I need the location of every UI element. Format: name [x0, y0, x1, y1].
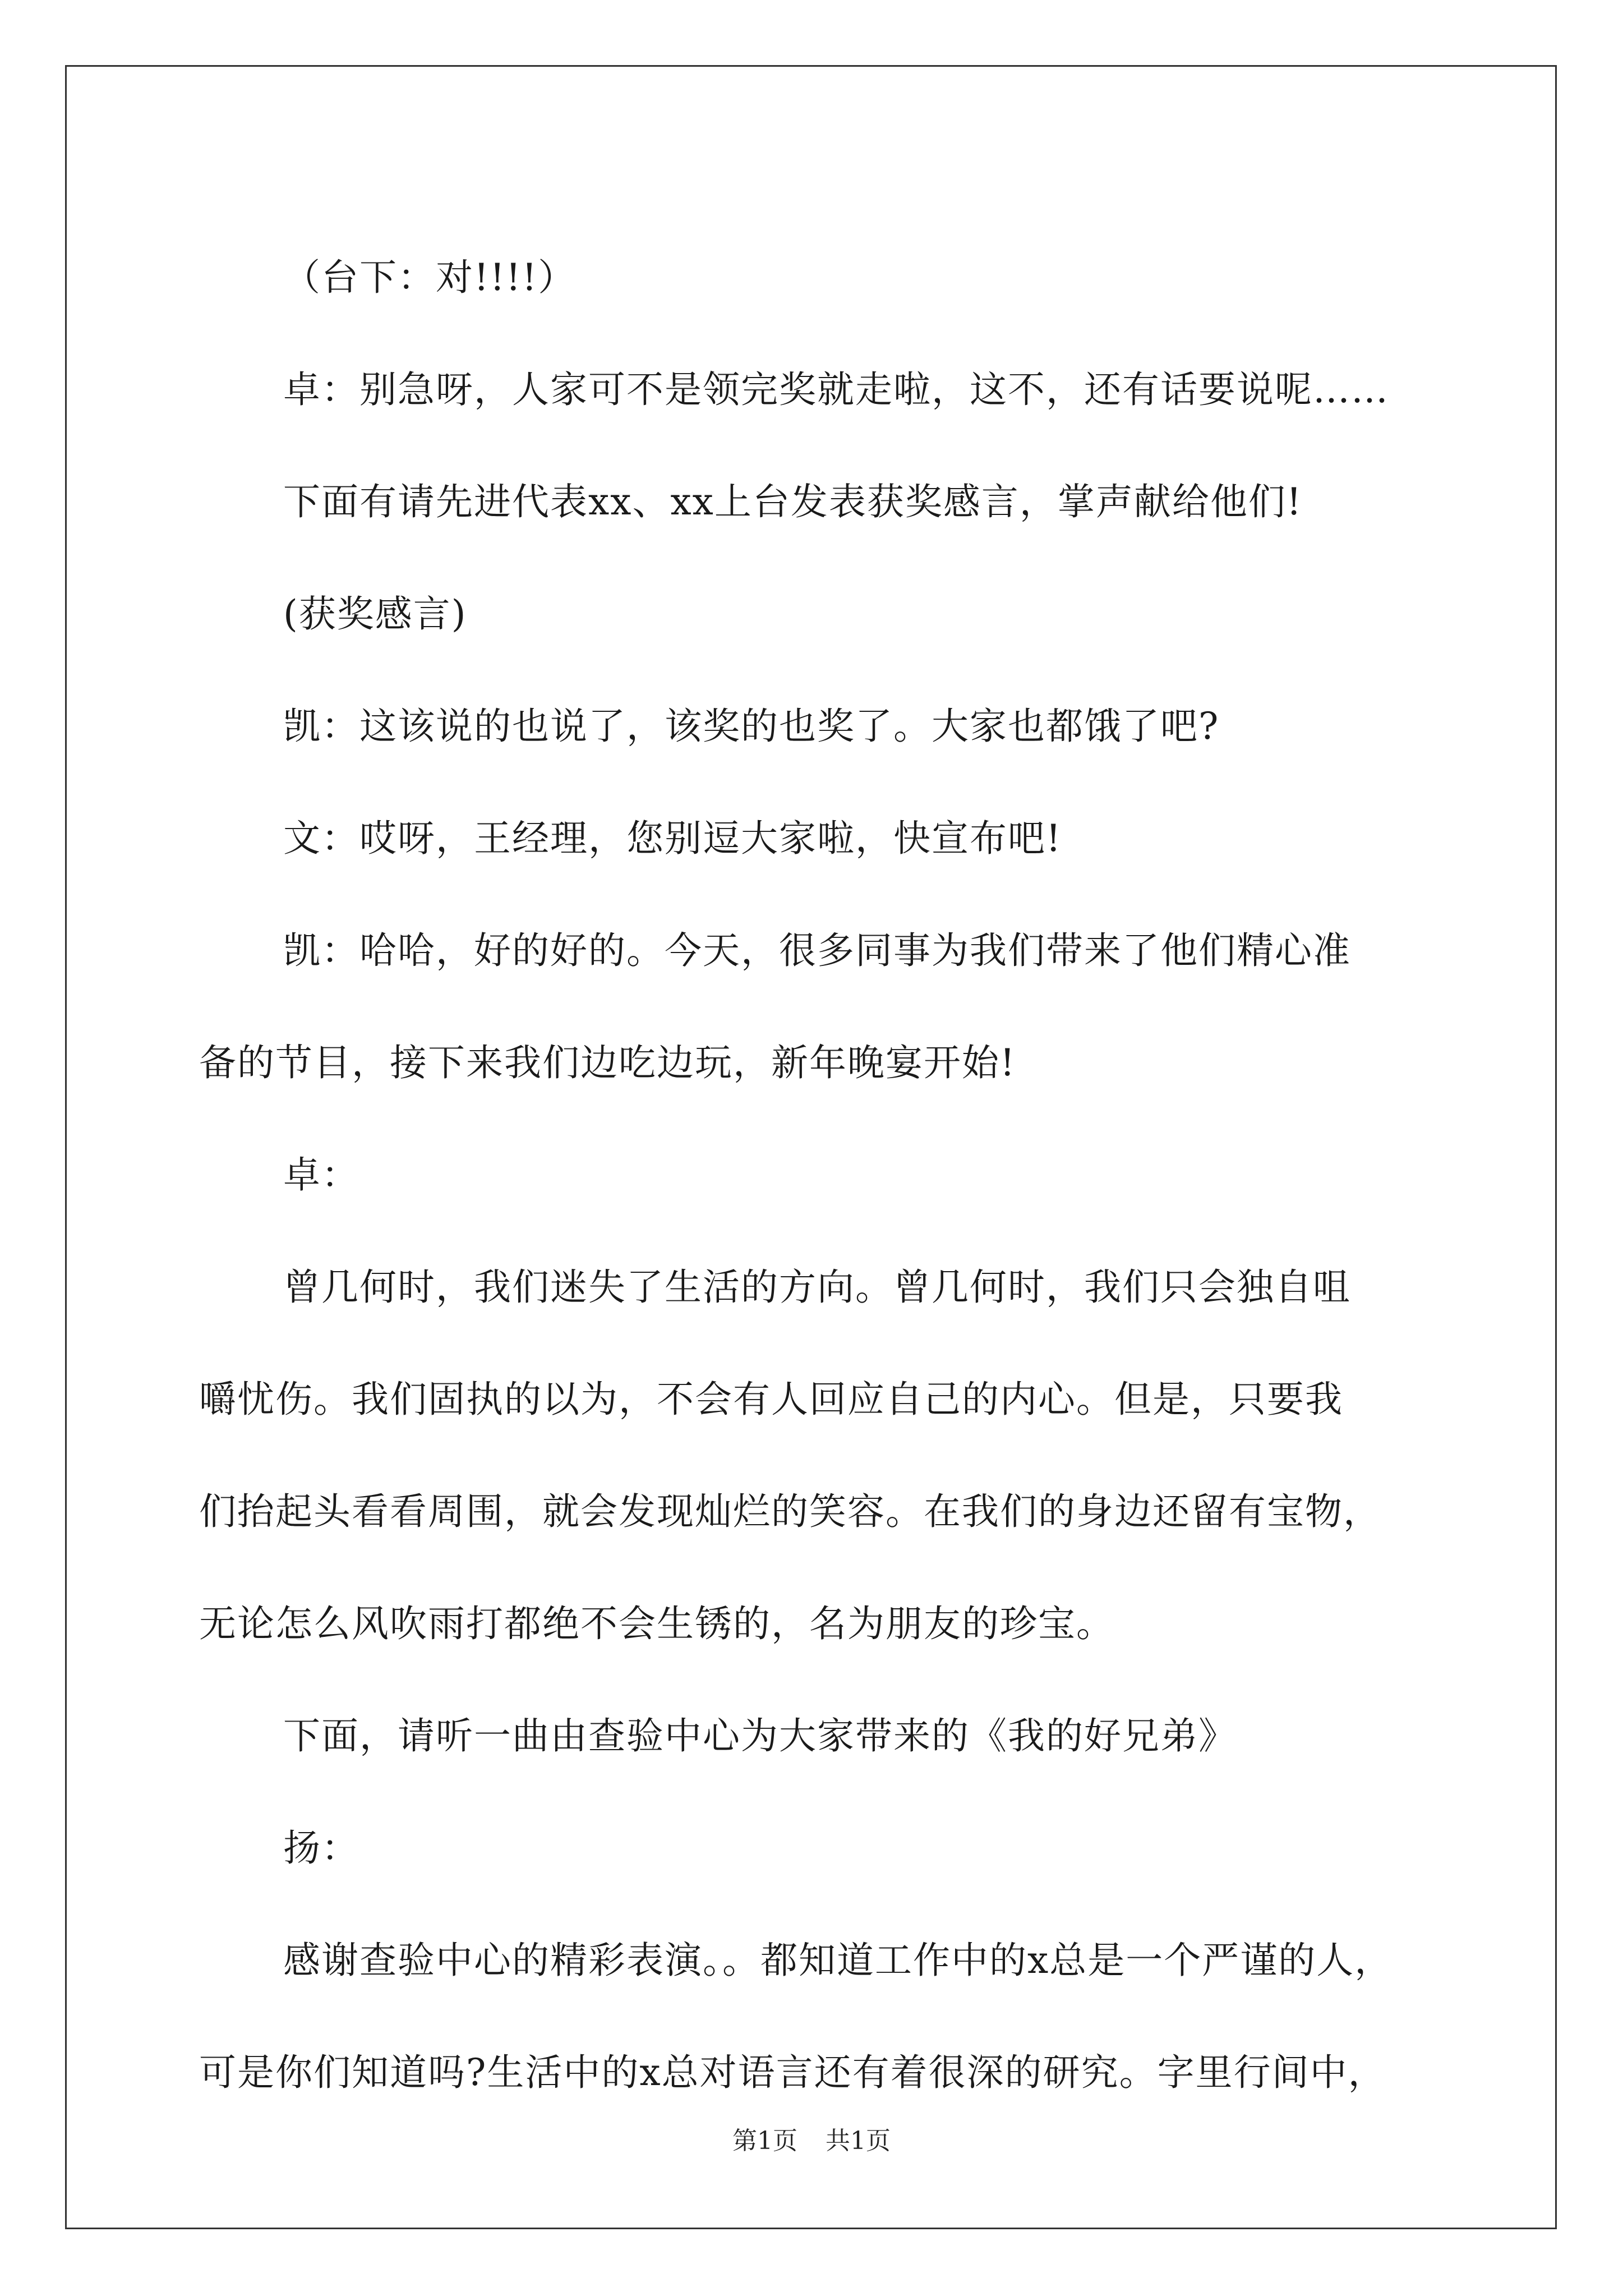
line-3: 下面有请先进代表xx、xx上台发表获奖感言，掌声献给他们!: [283, 480, 1303, 523]
line-6: 文：哎呀，王经理，您别逗大家啦，快宣布吧!: [283, 817, 1062, 860]
line-4: (获奖感言): [283, 592, 467, 636]
line-2: 卓：别急呀，人家可不是领完奖就走啦，这不，还有话要说呢……: [283, 368, 1389, 411]
line-14: 下面，请听一曲由查验中心为大家带来的《我的好兄弟》: [283, 1714, 1237, 1757]
line-9: 卓：: [283, 1153, 359, 1197]
line-13: 无论怎么风吹雨打都绝不会生锈的，名为朋友的珍宝。: [199, 1602, 1114, 1645]
line-11: 嚼忧伤。我们固执的以为，不会有人回应自己的内心。但是，只要我: [199, 1378, 1343, 1421]
page-number: 第1页: [732, 2127, 797, 2155]
line-10: 曾几何时，我们迷失了生活的方向。曾几何时，我们只会独自咀: [283, 1266, 1351, 1309]
line-16: 感谢查验中心的精彩表演。。都知道工作中的x总是一个严谨的人，: [283, 1939, 1393, 1982]
document-body: [199, 222, 1433, 2129]
line-17: 可是你们知道吗?生活中的x总对语言还有着很深的研究。字里行间中，: [199, 2051, 1386, 2094]
line-1: （台下：对!!!!）: [283, 256, 577, 299]
line-12: 们抬起头看看周围，就会发现灿烂的笑容。在我们的身边还留有宝物，: [199, 1490, 1381, 1533]
line-5: 凯：这该说的也说了，该奖的也奖了。大家也都饿了吧?: [283, 705, 1220, 748]
page-footer: [0, 2120, 1623, 2156]
page-total: 共1页: [826, 2127, 891, 2155]
line-8: 备的节目，接下来我们边吃边玩，新年晚宴开始!: [199, 1041, 1016, 1084]
line-15: 扬：: [283, 1826, 359, 1870]
line-7: 凯：哈哈，好的好的。今天，很多同事为我们带来了他们精心准: [283, 929, 1351, 972]
